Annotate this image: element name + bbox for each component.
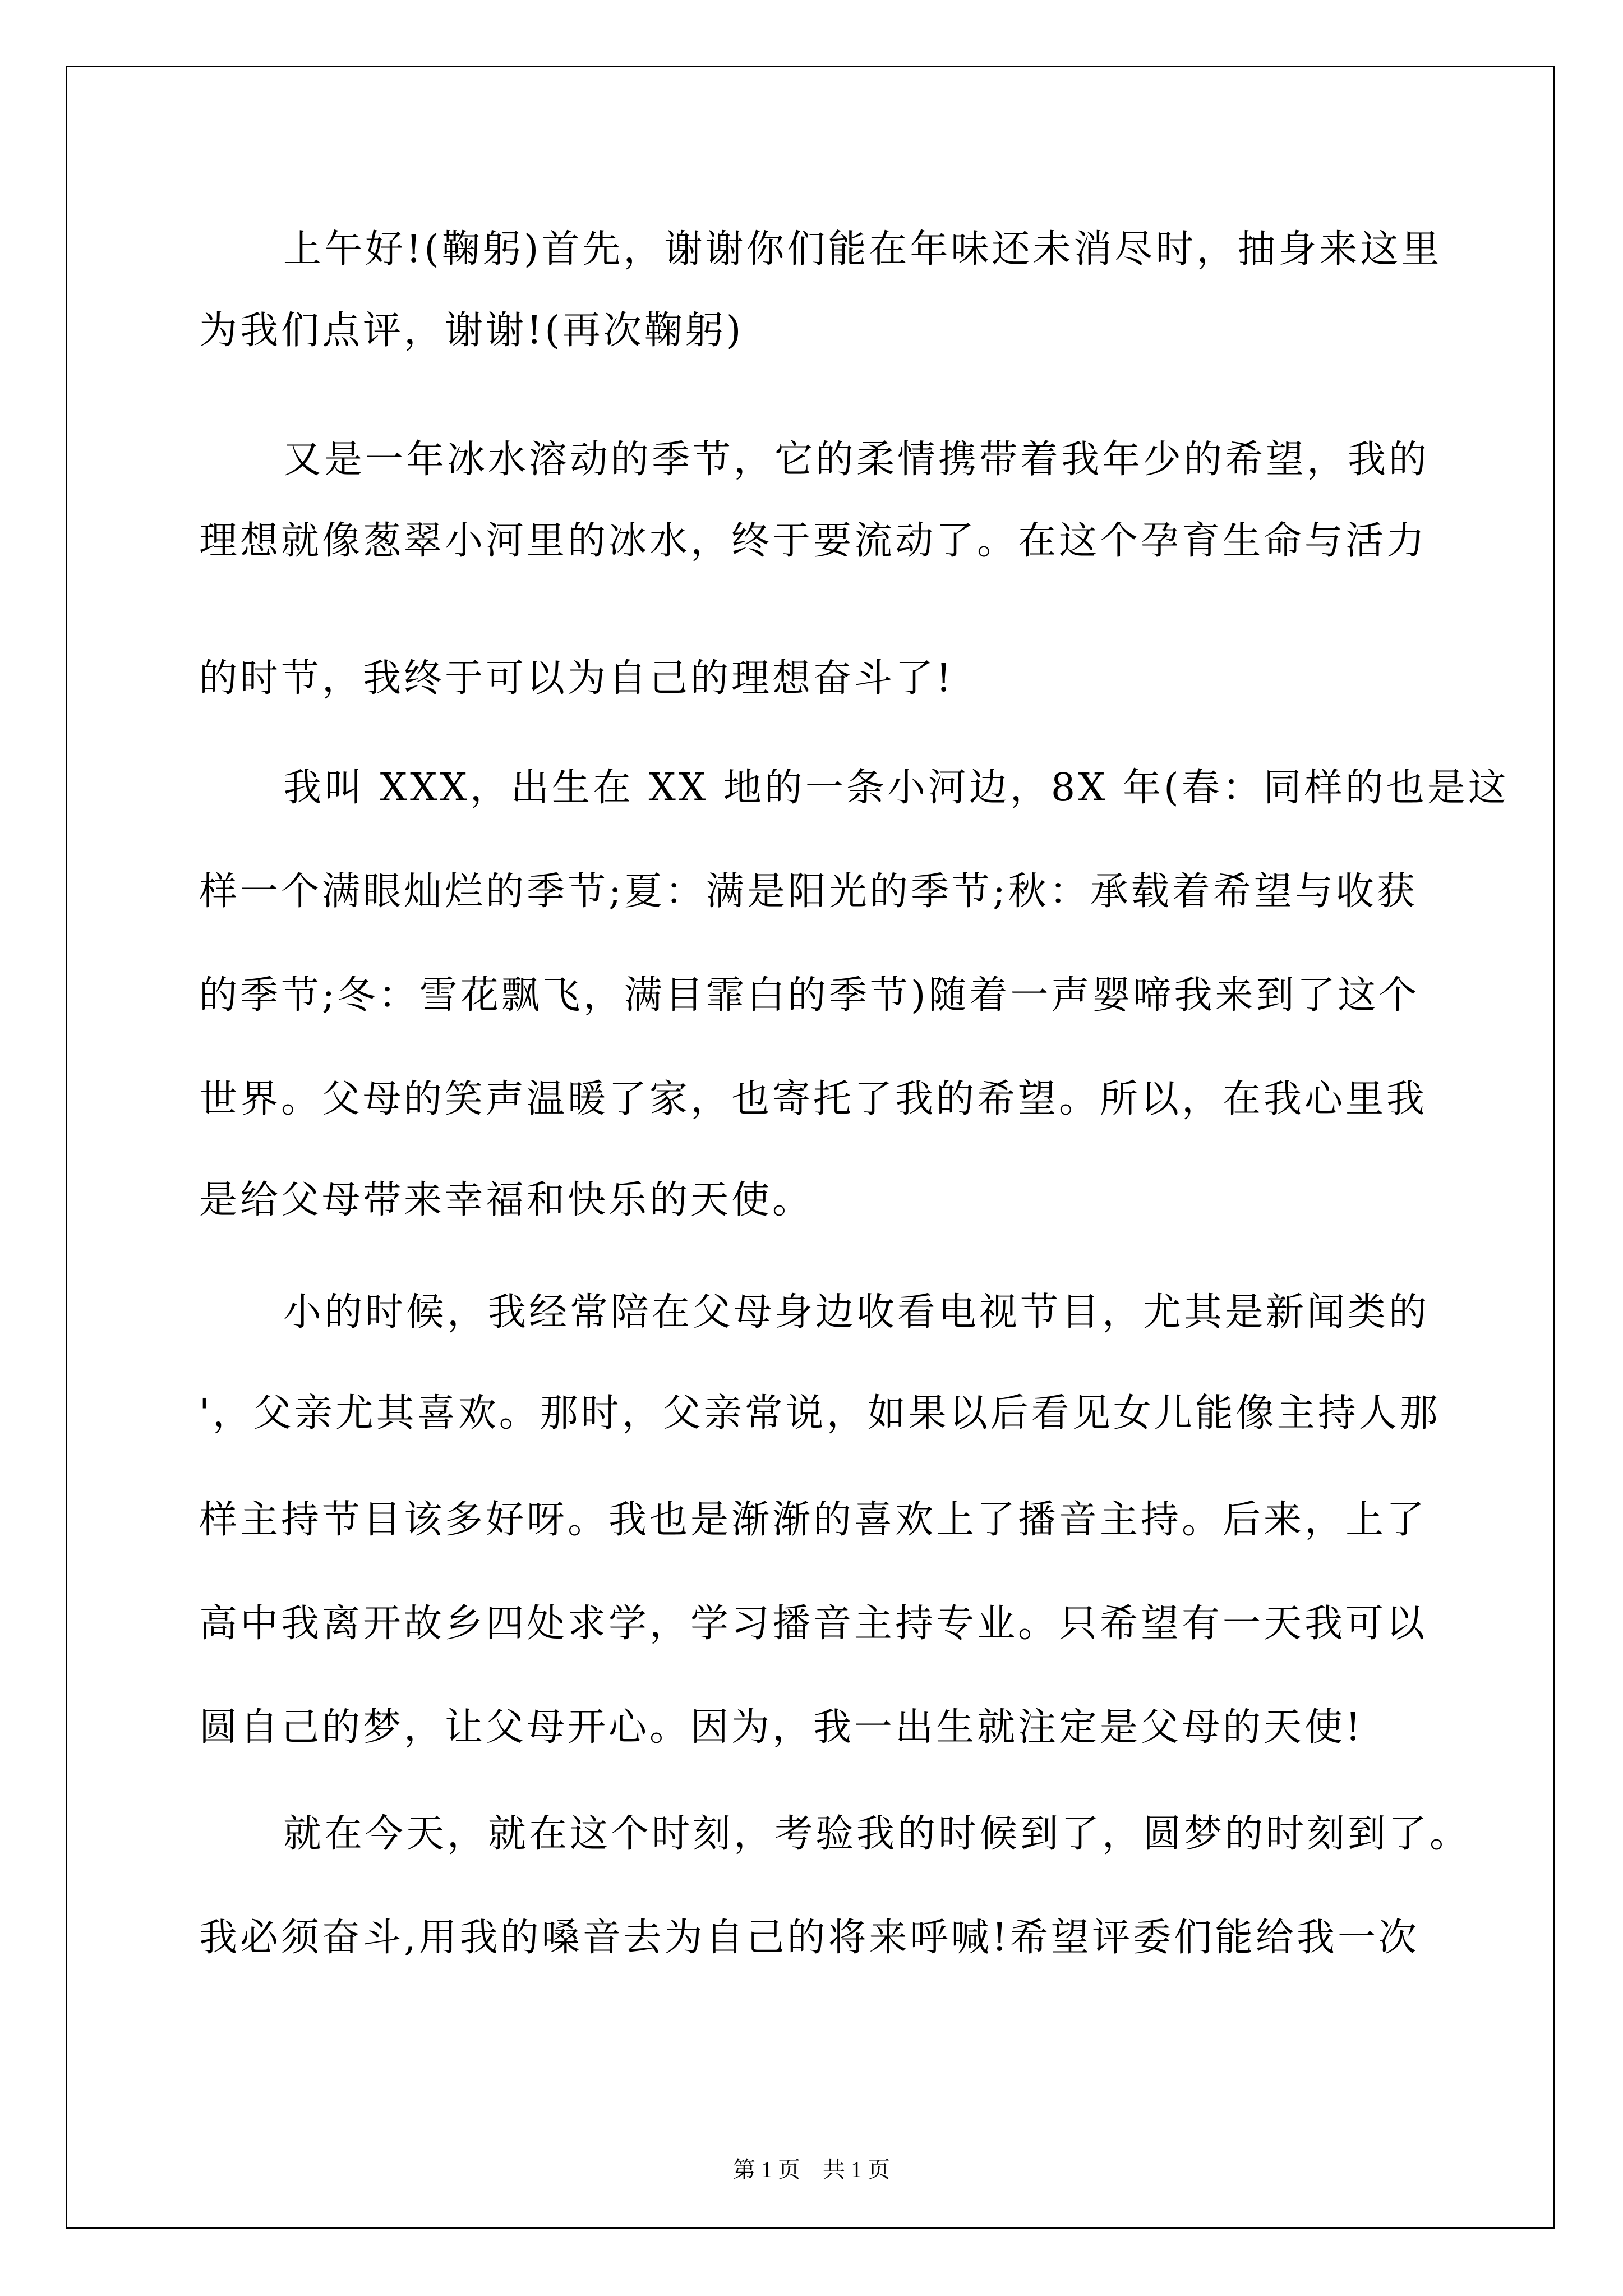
- text-line: 我叫 XXX，出生在 XX 地的一条小河边，8X 年(春：同样的也是这: [283, 766, 1509, 810]
- text-line: 的季节;冬：雪花飘飞，满目霏白的季节)随着一声婴啼我来到了这个: [199, 973, 1420, 1018]
- page-border: [66, 66, 1555, 2229]
- text-line: '，父亲尤其喜欢。那时，父亲常说，如果以后看见女儿能像主持人那: [199, 1391, 1441, 1435]
- text-line: 又是一年冰水溶动的季节，它的柔情携带着我年少的希望，我的: [283, 438, 1430, 482]
- text-line: 上午好!(鞠躬)首先，谢谢你们能在年味还未消尽时，抽身来这里: [283, 227, 1442, 272]
- text-line: 世界。父母的笑声温暖了家，也寄托了我的希望。所以，在我心里我: [199, 1077, 1428, 1121]
- text-line: 就在今天，就在这个时刻，考验我的时候到了，圆梦的时刻到了。: [283, 1812, 1471, 1856]
- text-line: 样主持节目该多好呀。我也是渐渐的喜欢上了播音主持。后来，上了: [199, 1498, 1428, 1542]
- text-line: 理想就像葱翠小河里的冰水，终于要流动了。在这个孕育生命与活力: [199, 519, 1428, 563]
- text-line: 高中我离开故乡四处求学，学习播音主持专业。只希望有一天我可以: [199, 1602, 1428, 1646]
- text-line: 的时节，我终于可以为自己的理想奋斗了!: [199, 656, 955, 701]
- text-line: 小的时候，我经常陪在父母身边收看电视节目，尤其是新闻类的: [283, 1290, 1430, 1335]
- text-line: 样一个满眼灿烂的季节;夏：满是阳光的季节;秋：承载着希望与收获: [199, 869, 1418, 914]
- text-line: 圆自己的梦，让父母开心。因为，我一出生就注定是父母的天使!: [199, 1705, 1364, 1750]
- text-line: 为我们点评，谢谢!(再次鞠躬): [199, 309, 744, 353]
- text-line: 我必须奋斗,用我的嗓音去为自己的将来呼喊!希望评委们能给我一次: [199, 1916, 1419, 1960]
- text-line: 是给父母带来幸福和快乐的天使。: [199, 1178, 814, 1222]
- page-footer: 第 1 页 共 1 页: [733, 2157, 890, 2182]
